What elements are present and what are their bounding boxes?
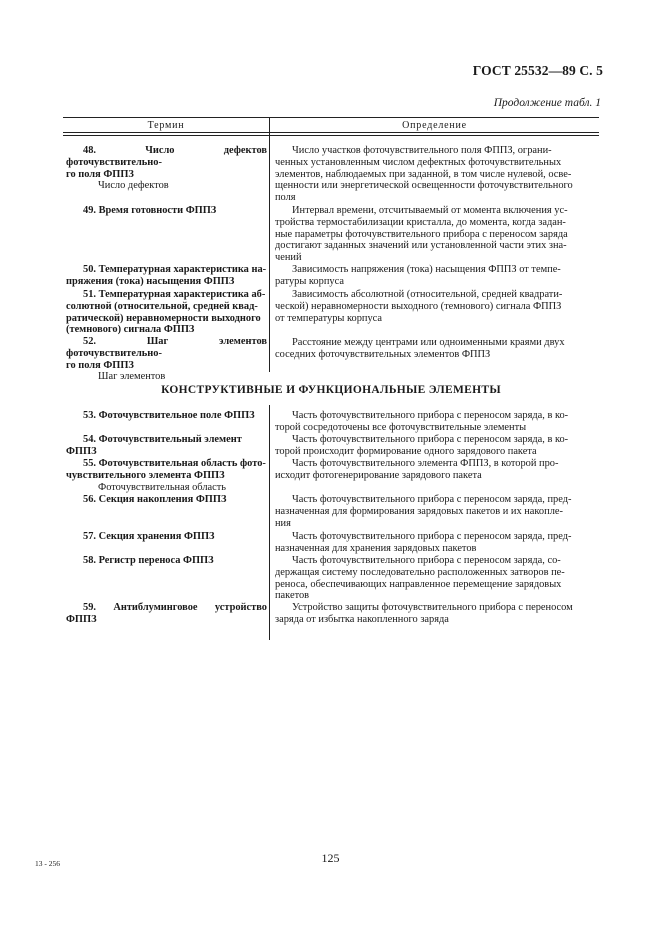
term-48 [66, 145, 267, 192]
term-line: 59. Антиблуминговое устройство ФППЗ [66, 602, 267, 625]
definition-line: Зависимость напряжения (тока) насыщения ФППЗ от темпе- [292, 264, 561, 275]
definition-line: поля [275, 192, 296, 204]
term-line: солютной (относительной, средней квад- [66, 300, 258, 312]
term-55 [66, 458, 267, 493]
definition-line: торой происходит формирование одного зарядового пакета [275, 445, 537, 457]
definition-49 [275, 205, 599, 264]
definition-53 [275, 410, 599, 434]
term-58 [66, 555, 267, 567]
definition-line: Расстояние между центрами или одноименными краями двух [292, 337, 565, 348]
header-rule-double [63, 135, 599, 136]
section-title: КОНСТРУКТИВНЫЕ И ФУНКЦИОНАЛЬНЫЕ ЭЛЕМЕНТЫ [161, 384, 501, 396]
term-synonym: Фоточувствительная область [98, 481, 227, 493]
term-56 [66, 494, 267, 506]
term-line: пряжения (тока) насыщения ФППЗ [66, 275, 235, 287]
definition-line: тройства термостабилизации кристалла, до момента, когда задан- [275, 216, 566, 228]
definition-line: Число участков фоточувствительного поля ФППЗ, ограни- [292, 145, 552, 156]
term-49 [66, 205, 267, 217]
definition-line: достигают заданных значений или установленной части этих зна- [275, 240, 567, 252]
term-line: 51. Температурная характеристика аб- [83, 289, 266, 300]
definition-line: Часть фоточувствительного прибора с переносом заряда, в ко- [292, 434, 569, 445]
term-line: чувствительного элемента ФППЗ [66, 469, 225, 481]
definition-line: ческой) неравномерности выходного (темнового) сигнала ФППЗ [275, 300, 562, 312]
term-52 [66, 336, 267, 383]
term-59 [66, 602, 267, 626]
definition-line: держащая систему последовательно расположенных затворов пе- [275, 566, 565, 578]
definition-line: назначенная для хранения зарядовых пакетов [275, 542, 477, 554]
definition-line: Часть фоточувствительного прибора с переносом заряда, пред- [292, 494, 572, 505]
definition-line: назначенная для формирования зарядовых пакетов и их накопле- [275, 505, 563, 517]
definition-line: Часть фоточувствительного прибора с переносом заряда, пред- [292, 531, 572, 542]
definition-57 [275, 531, 599, 555]
term-50 [66, 264, 267, 288]
column-header-definition: Определение [402, 120, 467, 131]
definition-line: ные параметры фоточувствительного прибора с переносом заряда [275, 228, 568, 240]
definition-line: ченных установленным числом дефектных фоточувствительных [275, 156, 562, 168]
term-line: 53. Фоточувствительное поле ФППЗ [83, 410, 255, 421]
term-line: 52. Шаг элементов фоточувствительно- [66, 336, 267, 359]
definition-line: Часть фоточувствительного прибора с переносом заряда, в ко- [292, 410, 569, 421]
definition-line: ния [275, 517, 291, 529]
definition-line: реноса, обеспечивающих направленное перемещение зарядовых [275, 578, 562, 590]
term-line: го поля ФППЗ [66, 168, 134, 180]
definition-line: щенности или энергетической освещенности фоточувствительного [275, 180, 573, 192]
term-line: 57. Секция хранения ФППЗ [83, 531, 215, 542]
definition-56 [275, 494, 599, 529]
definition-line: соседних фоточувствительных элементов ФППЗ [275, 348, 491, 360]
term-line: 50. Температурная характеристика на- [83, 264, 267, 275]
definition-line: исходит фотогенерирование зарядового пакета [275, 469, 482, 481]
header-rule [63, 132, 599, 133]
term-54 [66, 434, 267, 458]
column-divider-lower [269, 405, 270, 640]
definition-line: торой сосредоточены все фоточувствительные элементы [275, 421, 527, 433]
definition-line: Часть фоточувствительного элемента ФППЗ, в которой про- [292, 458, 559, 469]
definition-50 [275, 264, 599, 288]
definition-54 [275, 434, 599, 458]
definition-line: чений [275, 252, 302, 264]
column-header-term: Термин [147, 120, 185, 131]
table-top-rule [63, 117, 599, 118]
term-line: 49. Время готовности ФППЗ [83, 205, 217, 216]
term-57 [66, 531, 267, 543]
term-line: 58. Регистр переноса ФППЗ [83, 555, 214, 566]
term-line: 55. Фоточувствительная область фото- [83, 458, 266, 469]
definition-line: элементов, наблюдаемых при заданной, в том числе нулевой, осве- [275, 168, 572, 180]
term-line: ФППЗ [66, 445, 97, 457]
definition-line: заряда от избытка накопленного заряда [275, 613, 449, 625]
definition-59 [275, 602, 599, 626]
term-line: 48. Число дефектов фоточувствительно- [66, 145, 267, 168]
standard-header: ГОСТ 25532—89 С. 5 [472, 63, 603, 78]
definition-58 [275, 555, 599, 602]
definition-55 [275, 458, 599, 482]
definition-line: от температуры корпуса [275, 312, 383, 324]
definition-51 [275, 289, 599, 324]
term-line: ратической) неравномерности выходного [66, 312, 261, 324]
term-51 [66, 289, 267, 336]
definition-48 [275, 145, 599, 204]
definition-line: Часть фоточувствительного прибора с переносом заряда, со- [292, 555, 561, 566]
definition-line: Устройство защиты фоточувствительного прибора с переносом [292, 602, 573, 613]
term-line: 54. Фоточувствительный элемент [83, 434, 242, 445]
definition-52 [275, 337, 599, 361]
continuation-note: Продолжение табл. 1 [493, 97, 601, 109]
term-line: 56. Секция накопления ФППЗ [83, 494, 227, 505]
definition-line: ратуры корпуса [275, 275, 344, 287]
column-divider-upper [269, 136, 270, 372]
definition-line: пакетов [275, 590, 310, 602]
page-number: 125 [321, 851, 340, 865]
term-53 [66, 410, 267, 422]
term-synonym: Шаг элементов [98, 371, 166, 383]
definition-line: Интервал времени, отсчитываемый от момента включения ус- [292, 205, 568, 216]
definition-line: Зависимость абсолютной (относительной, средней квадрати- [292, 289, 563, 300]
term-synonym: Число дефектов [98, 180, 169, 192]
term-line: го поля ФППЗ [66, 359, 134, 371]
print-code: 13 - 256 [35, 859, 60, 868]
term-line: (темнового) сигнала ФППЗ [66, 324, 195, 336]
